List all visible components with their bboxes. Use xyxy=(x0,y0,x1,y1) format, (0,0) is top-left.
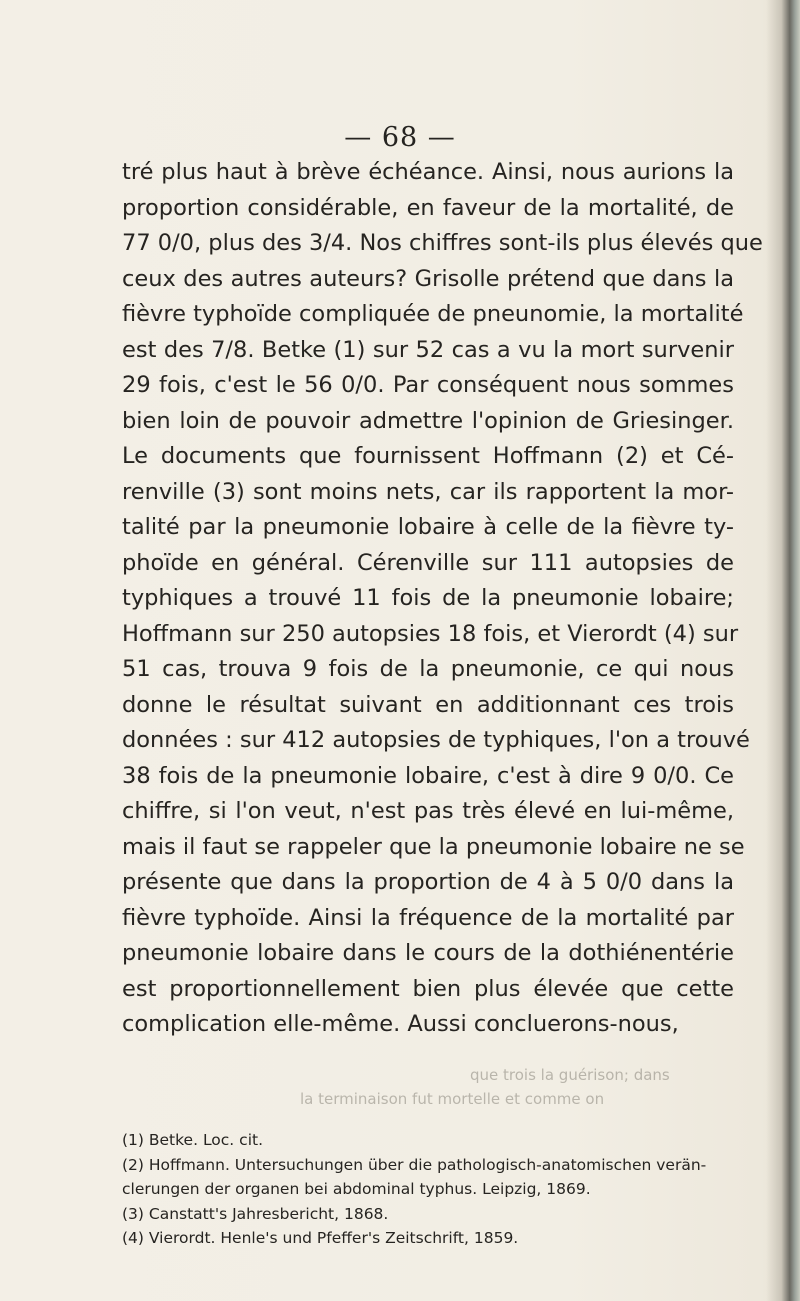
text-line: 51 cas, trouva 9 fois de la pneumonie, ce qui nous xyxy=(122,656,734,682)
footnote: (2) Hoffmann. Untersuchungen über die pathologisch-anatomischen verän- xyxy=(122,1155,707,1174)
text-line: 77 0/0, plus des 3/4. Nos chiffres sont-ils plus élevés que xyxy=(122,230,763,256)
bleed-through-text: la terminaison fut mortelle et comme on xyxy=(300,1090,605,1108)
text-line: talité par la pneumonie lobaire à celle de la fièvre ty- xyxy=(122,514,734,540)
text-line: 38 fois de la pneumonie lobaire, c'est à dire 9 0/0. Ce xyxy=(122,762,734,789)
text-line: présente que dans la proportion de 4 à 5 0/0 dans la xyxy=(122,869,734,895)
text-line: tré plus haut à brève échéance. Ainsi, nous aurions la xyxy=(122,159,734,185)
text-line: Le documents que fournissent Hoffmann (2) et Cé- xyxy=(122,443,734,469)
text-line: phoïde en général. Cérenville sur 111 autopsies de xyxy=(122,549,734,576)
text-line: est des 7/8. Betke (1) sur 52 cas a vu la mort survenir xyxy=(122,336,734,363)
text-line: mais il faut se rappeler que la pneumonie lobaire ne se xyxy=(122,833,745,860)
text-line: typhiques a trouvé 11 fois de la pneumonie lobaire; xyxy=(122,585,734,611)
text-line: donne le résultat suivant en additionnant ces trois xyxy=(122,691,734,718)
footnote: (4) Vierordt. Henle's und Pfeffer's Zeitschrift, 1859. xyxy=(122,1229,519,1247)
text-line: ceux des autres auteurs? Grisolle prétend que dans la xyxy=(122,265,734,292)
footnote: (1) Betke. Loc. cit. xyxy=(122,1131,263,1149)
text-line: données : sur 412 autopsies de typhiques, l'on a trouvé xyxy=(122,727,750,753)
text-line: 29 fois, c'est le 56 0/0. Par conséquent nous sommes xyxy=(122,372,734,398)
page-edge-shadow xyxy=(766,0,800,1301)
text-line: chiffre, si l'on veut, n'est pas très élevé en lui-même, xyxy=(122,798,734,824)
main-paragraph xyxy=(122,155,763,1043)
text-line: est proportionnellement bien plus élevée que cette xyxy=(122,975,734,1002)
footnote-continuation: clerungen der organen bei abdominal typhus. Leipzig, 1869. xyxy=(122,1180,591,1198)
footnotes xyxy=(122,1128,742,1251)
text-line: bien loin de pouvoir admettre l'opinion de Griesinger. xyxy=(122,407,734,434)
text-line: fièvre typhoïde. Ainsi la fréquence de la mortalité par xyxy=(122,904,734,931)
page-number: — 68 — xyxy=(344,122,456,153)
bleed-through-text: que trois la guérison; dans xyxy=(470,1066,670,1084)
text-line: Hoffmann sur 250 autopsies 18 fois, et Vierordt (4) sur xyxy=(122,620,739,647)
text-line: renville (3) sont moins nets, car ils rapportent la mor- xyxy=(122,478,734,505)
text-line: proportion considérable, en faveur de la mortalité, de xyxy=(122,194,734,221)
text-line: pneumonie lobaire dans le cours de la dothiénentérie xyxy=(122,940,734,966)
text-line: fièvre typhoïde compliquée de pneunomie, la mortalité xyxy=(122,301,744,327)
text-line: complication elle-même. Aussi concluerons-nous, xyxy=(122,1011,679,1037)
footnote: (3) Canstatt's Jahresbericht, 1868. xyxy=(122,1204,389,1223)
